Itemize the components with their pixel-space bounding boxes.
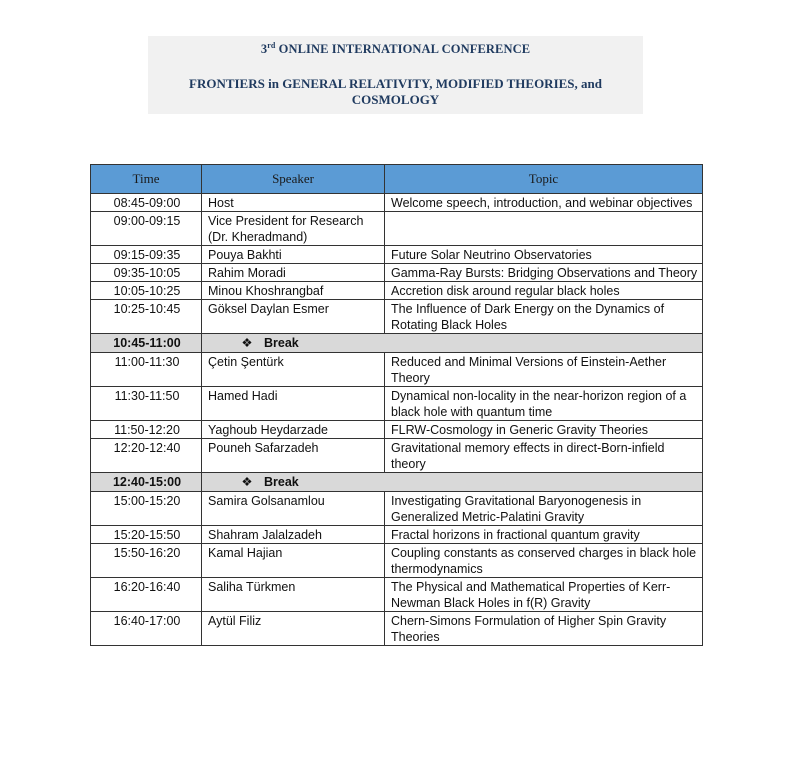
session-time: 15:50-16:20 [91,544,202,578]
session-speaker: Hamed Hadi [202,387,385,421]
break-cell [202,473,703,492]
session-topic: FLRW-Cosmology in Generic Gravity Theories [385,421,703,439]
session-topic: Welcome speech, introduction, and webinar objectives [385,194,703,212]
column-header-topic: Topic [385,165,703,194]
session-speaker: Pouya Bakhti [202,246,385,264]
break-time: 10:45-11:00 [91,334,202,353]
session-time: 16:20-16:40 [91,578,202,612]
session-topic: Gamma-Ray Bursts: Bridging Observations and Theory [385,264,703,282]
session-topic: The Influence of Dark Energy on the Dynamics of Rotating Black Holes [385,300,703,334]
session-time: 11:30-11:50 [91,387,202,421]
session-speaker: Minou Khoshrangbaf [202,282,385,300]
session-speaker: Kamal Hajian [202,544,385,578]
session-speaker: Pouneh Safarzadeh [202,439,385,473]
break-label: Break [264,475,299,489]
table-header-row [91,165,703,194]
diamond-icon: ❖ [241,475,253,489]
table-row [91,246,703,264]
session-time: 09:00-09:15 [91,212,202,246]
session-topic: Dynamical non-locality in the near-horizon region of a black hole with quantum time [385,387,703,421]
session-topic [385,212,703,246]
column-header-speaker: Speaker [202,165,385,194]
break-cell [202,334,703,353]
conference-title-line1: FRONTIERS in GENERAL RELATIVITY, MODIFIED THEORIES, and [189,76,602,91]
session-speaker: Rahim Moradi [202,264,385,282]
conference-title-line2: COSMOLOGY [351,92,440,107]
schedule-body [91,194,703,646]
session-time: 08:45-09:00 [91,194,202,212]
session-time: 16:40-17:00 [91,612,202,646]
table-row [91,282,703,300]
schedule-table [90,164,703,646]
break-time: 12:40-15:00 [91,473,202,492]
edition-number: 3 [260,42,268,56]
session-topic: Coupling constants as conserved charges in black hole thermodynamics [385,544,703,578]
session-time: 12:20-12:40 [91,439,202,473]
table-row [91,300,703,334]
edition-text: ONLINE INTERNATIONAL CONFERENCE [275,42,531,56]
break-row [91,473,703,492]
session-topic: The Physical and Mathematical Properties of Kerr-Newman Black Holes in f(R) Gravity [385,578,703,612]
session-topic: Reduced and Minimal Versions of Einstein-Aether Theory [385,353,703,387]
session-topic: Fractal horizons in fractional quantum gravity [385,526,703,544]
session-topic: Gravitational memory effects in direct-Born-infield theory [385,439,703,473]
session-topic: Future Solar Neutrino Observatories [385,246,703,264]
break-row [91,334,703,353]
session-time: 15:20-15:50 [91,526,202,544]
session-speaker: Shahram Jalalzadeh [202,526,385,544]
session-time: 10:05-10:25 [91,282,202,300]
table-row [91,212,703,246]
session-time: 09:35-10:05 [91,264,202,282]
session-topic: Investigating Gravitational Baryonogenesis in Generalized Metric-Palatini Gravity [385,492,703,526]
session-speaker: Host [202,194,385,212]
session-speaker: Aytül Filiz [202,612,385,646]
table-row [91,544,703,578]
table-row [91,439,703,473]
table-row [91,387,703,421]
session-speaker: Saliha Türkmen [202,578,385,612]
table-row [91,421,703,439]
table-row [91,353,703,387]
session-time: 11:00-11:30 [91,353,202,387]
edition-suffix: rd [267,40,276,50]
table-row [91,578,703,612]
table-row [91,194,703,212]
break-label: Break [264,336,299,350]
table-row [91,264,703,282]
session-time: 09:15-09:35 [91,246,202,264]
session-speaker: Yaghoub Heydarzade [202,421,385,439]
conference-header [148,36,643,114]
session-time: 10:25-10:45 [91,300,202,334]
table-row [91,612,703,646]
conference-edition [148,42,643,57]
session-time: 15:00-15:20 [91,492,202,526]
conference-title [148,76,643,108]
session-speaker: Göksel Daylan Esmer [202,300,385,334]
table-row [91,492,703,526]
session-speaker: Çetin Şentürk [202,353,385,387]
session-time: 11:50-12:20 [91,421,202,439]
session-speaker: Samira Golsanamlou [202,492,385,526]
column-header-time: Time [91,165,202,194]
table-row [91,526,703,544]
session-speaker: Vice President for Research (Dr. Kheradmand) [202,212,385,246]
session-topic: Chern-Simons Formulation of Higher Spin Gravity Theories [385,612,703,646]
diamond-icon: ❖ [241,336,253,350]
session-topic: Accretion disk around regular black holes [385,282,703,300]
